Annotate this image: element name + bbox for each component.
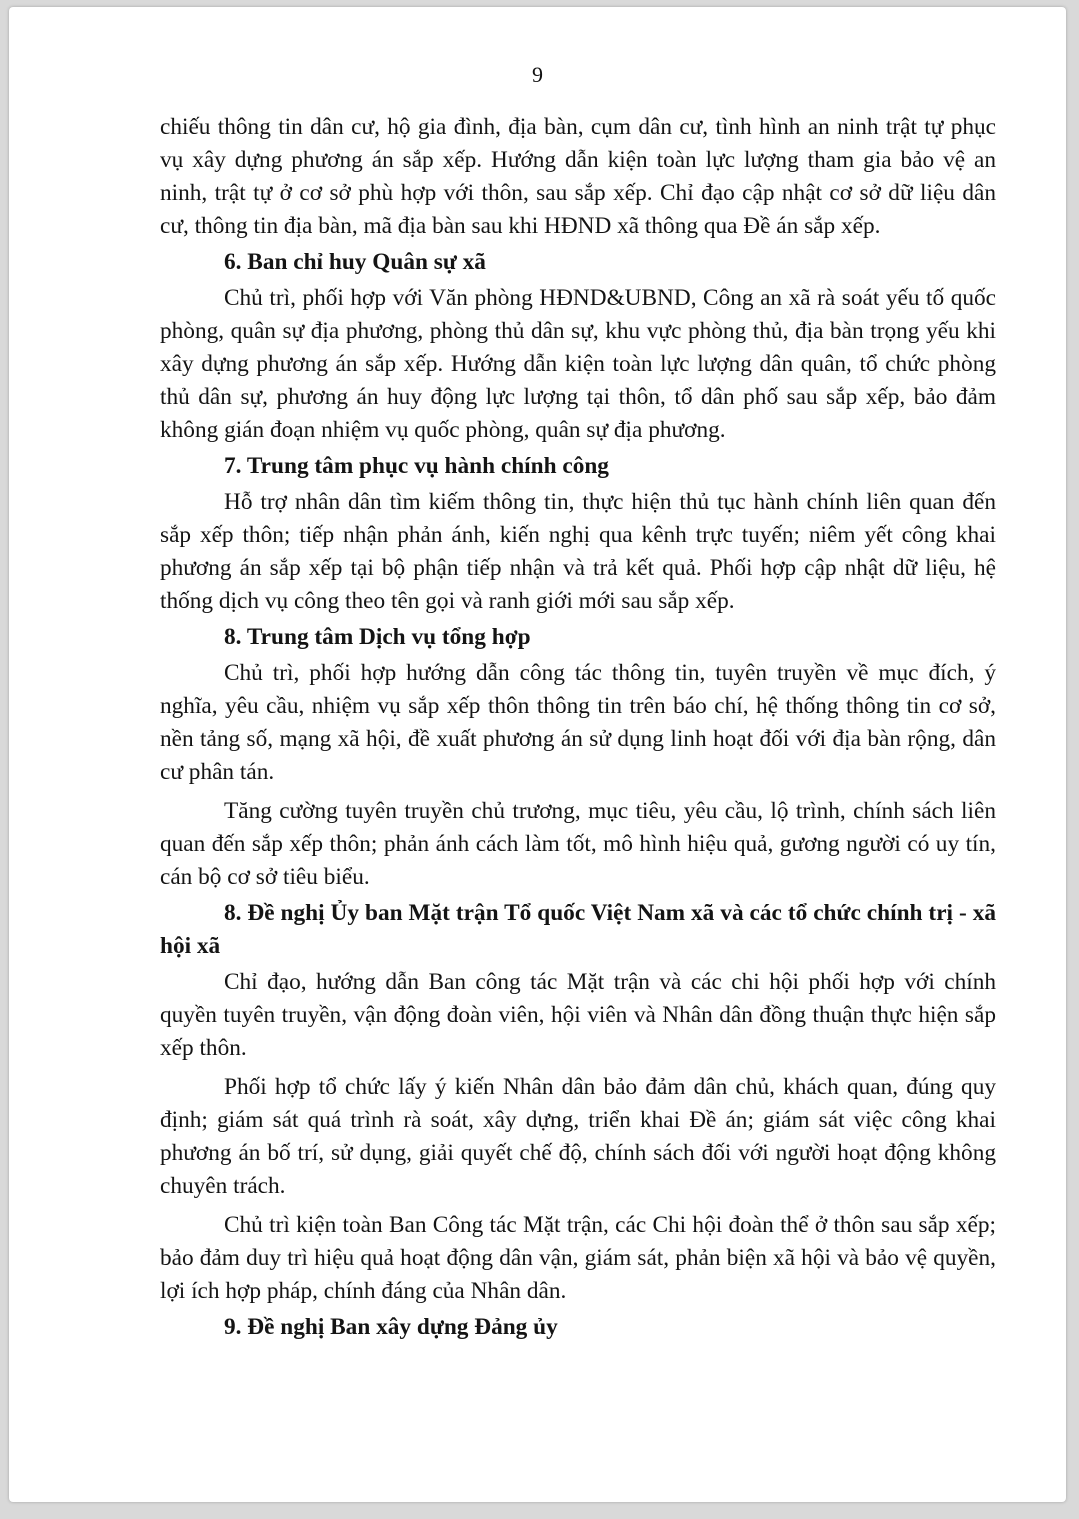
heading-military-command: 6. Ban chỉ huy Quân sự xã (224, 249, 486, 275)
page-number: 9 (532, 62, 543, 87)
paragraph-general-services-2: Tăng cường tuyên truyền chủ trương, mục tiêu, yêu cầu, lộ trình, chính sách liên quan đến sắp xếp thôn; phản ánh cách làm tốt, mô hình hiệu quả, gương người có uy tín, cán bộ cơ sở tiêu biểu. (160, 798, 996, 890)
paragraph-public-admin-center: Hỗ trợ nhân dân tìm kiếm thông tin, thực hiện thủ tục hành chính liên quan đến sắp xếp thôn; tiếp nhận phản ánh, kiến nghị qua kênh trực tuyến; niêm yết công khai phương án sắp xếp tại bộ phận tiếp nhận và trả kết quả. Phối hợp cập nhật dữ liệu, hệ thống dịch vụ công theo tên gọi và ranh giới mới sau sắp xếp. (160, 489, 996, 614)
heading-party-building: 9. Đề nghị Ban xây dựng Đảng ủy (224, 1314, 558, 1340)
paragraph-military-command: Chủ trì, phối hợp với Văn phòng HĐND&UBND, Công an xã rà soát yếu tố quốc phòng, quân sự địa phương, phòng thủ dân sự, khu vực phòng thủ, địa bàn trọng yếu khi xây dựng phương án sắp xếp. Hướng dẫn kiện toàn lực lượng dân quân, tổ chức phòng thủ dân sự, phương án huy động lực lượng tại thôn, tổ dân phố sau sắp xếp, bảo đảm không gián đoạn nhiệm vụ quốc phòng, quân sự địa phương. (160, 285, 996, 443)
paragraph-fatherland-front-2: Phối hợp tổ chức lấy ý kiến Nhân dân bảo đảm dân chủ, khách quan, đúng quy định; giám sát quá trình rà soát, xây dựng, triển khai Đề án; giám sát việc công khai phương án bố trí, sử dụng, giải quyết chế độ, chính sách đối với người hoạt động không chuyên trách. (160, 1074, 996, 1199)
paragraph-fatherland-front-3: Chủ trì kiện toàn Ban Công tác Mặt trận, các Chi hội đoàn thể ở thôn sau sắp xếp; bảo đảm duy trì hiệu quả hoạt động dân vận, giám sát, phản biện xã hội và bảo vệ quyền, lợi ích hợp pháp, chính đáng của Nhân dân. (160, 1212, 996, 1304)
paragraph-public-security-continued: chiếu thông tin dân cư, hộ gia đình, địa bàn, cụm dân cư, tình hình an ninh trật tự phục vụ xây dựng phương án sắp xếp. Hướng dẫn kiện toàn lực lượng tham gia bảo vệ an ninh, trật tự ở cơ sở phù hợp với thôn, sau sắp xếp. Chỉ đạo cập nhật cơ sở dữ liệu dân cư, thông tin địa bàn, mã địa bàn sau khi HĐND xã thông qua Đề án sắp xếp. (160, 114, 996, 239)
heading-fatherland-front: 8. Đề nghị Ủy ban Mặt trận Tổ quốc Việt Nam xã và các tổ chức chính trị - xã hội xã (160, 900, 996, 959)
paragraph-general-services-1: Chủ trì, phối hợp hướng dẫn công tác thông tin, tuyên truyền về mục đích, ý nghĩa, yêu cầu, nhiệm vụ sắp xếp thôn thông tin trên báo chí, hệ thống thông tin cơ sở, nền tảng số, mạng xã hội, đề xuất phương án sử dụng linh hoạt đối với địa bàn rộng, dân cư phân tán. (160, 660, 996, 785)
heading-general-services-center: 8. Trung tâm Dịch vụ tổng hợp (224, 624, 531, 650)
paragraph-fatherland-front-1: Chỉ đạo, hướng dẫn Ban công tác Mặt trận và các chi hội phối hợp với chính quyền tuyên truyền, vận động đoàn viên, hội viên và Nhân dân đồng thuận thực hiện sắp xếp thôn. (160, 969, 996, 1061)
heading-public-admin-center: 7. Trung tâm phục vụ hành chính công (224, 453, 609, 479)
document-page (9, 7, 1066, 1502)
document-body (160, 111, 996, 1344)
